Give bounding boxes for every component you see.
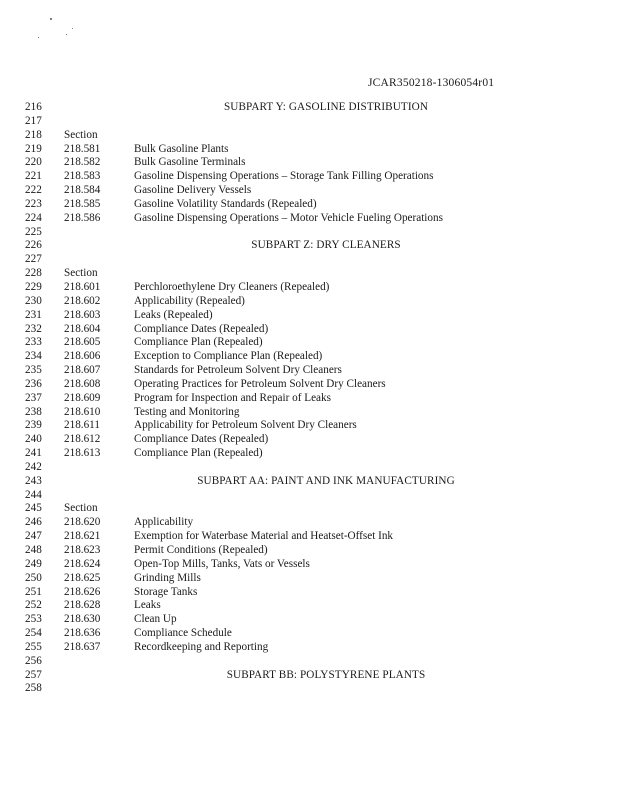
section-number: 218.636 xyxy=(64,627,101,640)
section-number: 218.608 xyxy=(64,377,101,390)
section-number: 218.606 xyxy=(64,350,101,363)
section-entry-line xyxy=(0,586,618,600)
line-number: 216 xyxy=(25,101,42,113)
section-entry-line xyxy=(0,184,618,198)
scan-speck xyxy=(38,37,39,38)
subpart-heading: SUBPART Z: DRY CLEANERS xyxy=(251,239,401,252)
section-title: Standards for Petroleum Solvent Dry Cleaners xyxy=(134,364,342,377)
section-title: Grinding Mills xyxy=(134,571,201,584)
line-number: 232 xyxy=(25,322,42,335)
section-number: 218.602 xyxy=(64,294,101,307)
section-number: 218.605 xyxy=(64,336,101,349)
section-entry-line xyxy=(0,572,618,586)
line-number: 247 xyxy=(25,530,42,543)
subpart-heading-line xyxy=(0,475,618,489)
line-number: 238 xyxy=(25,405,42,418)
line-number: 241 xyxy=(25,447,42,460)
line-number: 220 xyxy=(25,156,42,169)
line-number: 249 xyxy=(25,557,42,570)
section-number: 218.630 xyxy=(64,613,101,626)
section-title: Operating Practices for Petroleum Solvent Dry Cleaners xyxy=(134,377,386,390)
section-number: 218.585 xyxy=(64,197,101,210)
line-number: 218 xyxy=(25,128,42,141)
numbered-line xyxy=(0,267,618,281)
section-number: 218.624 xyxy=(64,557,101,570)
line-number: 229 xyxy=(25,280,42,293)
line-number: 239 xyxy=(25,419,42,432)
line-number: 227 xyxy=(25,253,42,266)
section-entry-line xyxy=(0,433,618,447)
line-number: 250 xyxy=(25,571,42,584)
section-number: 218.623 xyxy=(64,544,101,556)
line-number: 231 xyxy=(25,308,42,321)
numbered-line xyxy=(0,461,618,475)
line-number: 245 xyxy=(25,502,42,515)
line-number: 248 xyxy=(25,544,42,556)
line-number: 230 xyxy=(25,294,42,307)
section-number: 218.584 xyxy=(64,184,101,197)
section-number: 218.620 xyxy=(64,516,101,529)
line-number: 222 xyxy=(25,184,42,197)
line-number: 225 xyxy=(25,225,42,238)
section-entry-line xyxy=(0,336,618,350)
subpart-heading-line xyxy=(0,239,618,253)
section-entry-line xyxy=(0,156,618,170)
line-number: 228 xyxy=(25,267,42,280)
line-number: 252 xyxy=(25,599,42,612)
section-title: Compliance Dates (Repealed) xyxy=(134,433,269,446)
line-number: 224 xyxy=(25,211,42,224)
line-number: 223 xyxy=(25,197,42,210)
scan-speck xyxy=(50,18,52,20)
numbered-line xyxy=(0,115,618,129)
section-entry-line xyxy=(0,392,618,406)
subpart-heading: SUBPART AA: PAINT AND INK MANUFACTURING xyxy=(197,474,455,487)
section-entry-line xyxy=(0,378,618,392)
section-number: 218.604 xyxy=(64,322,101,335)
line-number: 226 xyxy=(25,239,42,252)
section-number: 218.628 xyxy=(64,599,101,612)
section-title: Gasoline Dispensing Operations – Motor Vehicle Fueling Operations xyxy=(134,211,443,224)
line-number: 237 xyxy=(25,391,42,404)
line-number: 257 xyxy=(25,668,42,681)
numbered-line xyxy=(0,655,618,669)
section-number: 218.603 xyxy=(64,308,101,321)
line-number: 234 xyxy=(25,350,42,363)
section-title: Gasoline Volatility Standards (Repealed) xyxy=(134,197,317,210)
section-number: 218.583 xyxy=(64,170,101,183)
section-number: Section xyxy=(64,128,98,141)
section-title: Applicability (Repealed) xyxy=(134,294,245,307)
section-entry-line xyxy=(0,170,618,184)
section-number: 218.586 xyxy=(64,211,101,224)
scan-speck xyxy=(72,28,73,29)
numbered-line xyxy=(0,489,618,503)
section-title: Applicability for Petroleum Solvent Dry Cleaners xyxy=(134,419,357,432)
document-id: JCAR350218-1306054r01 xyxy=(368,77,495,89)
section-number: Section xyxy=(64,502,98,515)
section-entry-line xyxy=(0,309,618,323)
line-number: 253 xyxy=(25,613,42,626)
numbered-line xyxy=(0,502,618,516)
subpart-heading: SUBPART Y: GASOLINE DISTRIBUTION xyxy=(223,101,429,113)
line-number: 256 xyxy=(25,654,42,667)
line-number: 236 xyxy=(25,377,42,390)
line-number: 221 xyxy=(25,170,42,183)
section-number: 218.621 xyxy=(64,530,101,543)
section-title: Leaks xyxy=(134,599,161,612)
section-title: Testing and Monitoring xyxy=(134,405,240,418)
section-title: Permit Conditions (Repealed) xyxy=(134,544,268,556)
section-entry-line xyxy=(0,364,618,378)
line-number: 244 xyxy=(25,488,42,501)
subpart-heading: SUBPART BB: POLYSTYRENE PLANTS xyxy=(226,668,426,681)
numbered-line xyxy=(0,226,618,240)
section-entry-line xyxy=(0,323,618,337)
section-title: Compliance Schedule xyxy=(134,627,232,640)
section-entry-line xyxy=(0,447,618,461)
numbered-line xyxy=(0,253,618,267)
section-entry-line xyxy=(0,419,618,433)
section-entry-line xyxy=(0,406,618,420)
line-number: 219 xyxy=(25,142,42,155)
section-entry-line xyxy=(0,516,618,530)
section-entry-line xyxy=(0,530,618,544)
section-title: Leaks (Repealed) xyxy=(134,308,213,321)
section-entry-line xyxy=(0,558,618,572)
section-entry-line xyxy=(0,212,618,226)
line-number: 235 xyxy=(25,364,42,377)
line-number: 240 xyxy=(25,433,42,446)
section-entry-line xyxy=(0,350,618,364)
section-entry-line xyxy=(0,613,618,627)
section-title: Compliance Dates (Repealed) xyxy=(134,322,269,335)
section-title: Recordkeeping and Reporting xyxy=(134,640,269,653)
section-entry-line xyxy=(0,281,618,295)
section-entry-line xyxy=(0,627,618,641)
section-number: 218.612 xyxy=(64,433,101,446)
line-number: 243 xyxy=(25,474,42,487)
section-number: 218.610 xyxy=(64,405,101,418)
section-number: 218.613 xyxy=(64,447,101,460)
document-body xyxy=(0,101,618,696)
line-number: 255 xyxy=(25,640,42,653)
section-entry-line xyxy=(0,641,618,655)
section-title: Gasoline Dispensing Operations – Storage Tank Filling Operations xyxy=(134,170,434,183)
section-number: 218.607 xyxy=(64,364,101,377)
section-title: Clean Up xyxy=(134,613,177,626)
numbered-line xyxy=(0,682,618,696)
section-number: 218.625 xyxy=(64,571,101,584)
section-title: Applicability xyxy=(134,516,194,529)
section-number: Section xyxy=(64,267,98,280)
subpart-heading-line xyxy=(0,101,618,115)
section-number: 218.626 xyxy=(64,585,101,598)
section-entry-line xyxy=(0,544,618,558)
section-number: 218.609 xyxy=(64,391,101,404)
section-number: 218.601 xyxy=(64,280,101,293)
section-title: Exemption for Waterbase Material and Heatset-Offset Ink xyxy=(134,530,394,543)
section-number: 218.581 xyxy=(64,142,101,155)
section-title: Open-Top Mills, Tanks, Vats or Vessels xyxy=(134,557,310,570)
line-number: 251 xyxy=(25,585,42,598)
section-title: Compliance Plan (Repealed) xyxy=(134,447,263,460)
section-title: Bulk Gasoline Plants xyxy=(134,142,229,155)
scan-speck xyxy=(66,34,67,35)
line-number: 217 xyxy=(25,114,42,127)
section-entry-line xyxy=(0,295,618,309)
section-entry-line xyxy=(0,198,618,212)
section-number: 218.582 xyxy=(64,156,101,169)
line-number: 233 xyxy=(25,336,42,349)
section-title: Bulk Gasoline Terminals xyxy=(134,156,246,169)
numbered-line xyxy=(0,129,618,143)
line-number: 246 xyxy=(25,516,42,529)
section-entry-line xyxy=(0,599,618,613)
line-number: 254 xyxy=(25,627,42,640)
section-title: Compliance Plan (Repealed) xyxy=(134,336,263,349)
section-entry-line xyxy=(0,143,618,157)
section-title: Exception to Compliance Plan (Repealed) xyxy=(134,350,323,363)
section-title: Program for Inspection and Repair of Leaks xyxy=(134,391,331,404)
section-title: Storage Tanks xyxy=(134,585,198,598)
subpart-heading-line xyxy=(0,669,618,683)
section-title: Gasoline Delivery Vessels xyxy=(134,184,252,197)
section-number: 218.637 xyxy=(64,640,101,653)
line-number: 242 xyxy=(25,460,42,473)
section-number: 218.611 xyxy=(64,419,100,432)
line-number: 258 xyxy=(25,682,42,695)
section-title: Perchloroethylene Dry Cleaners (Repealed) xyxy=(134,280,330,293)
